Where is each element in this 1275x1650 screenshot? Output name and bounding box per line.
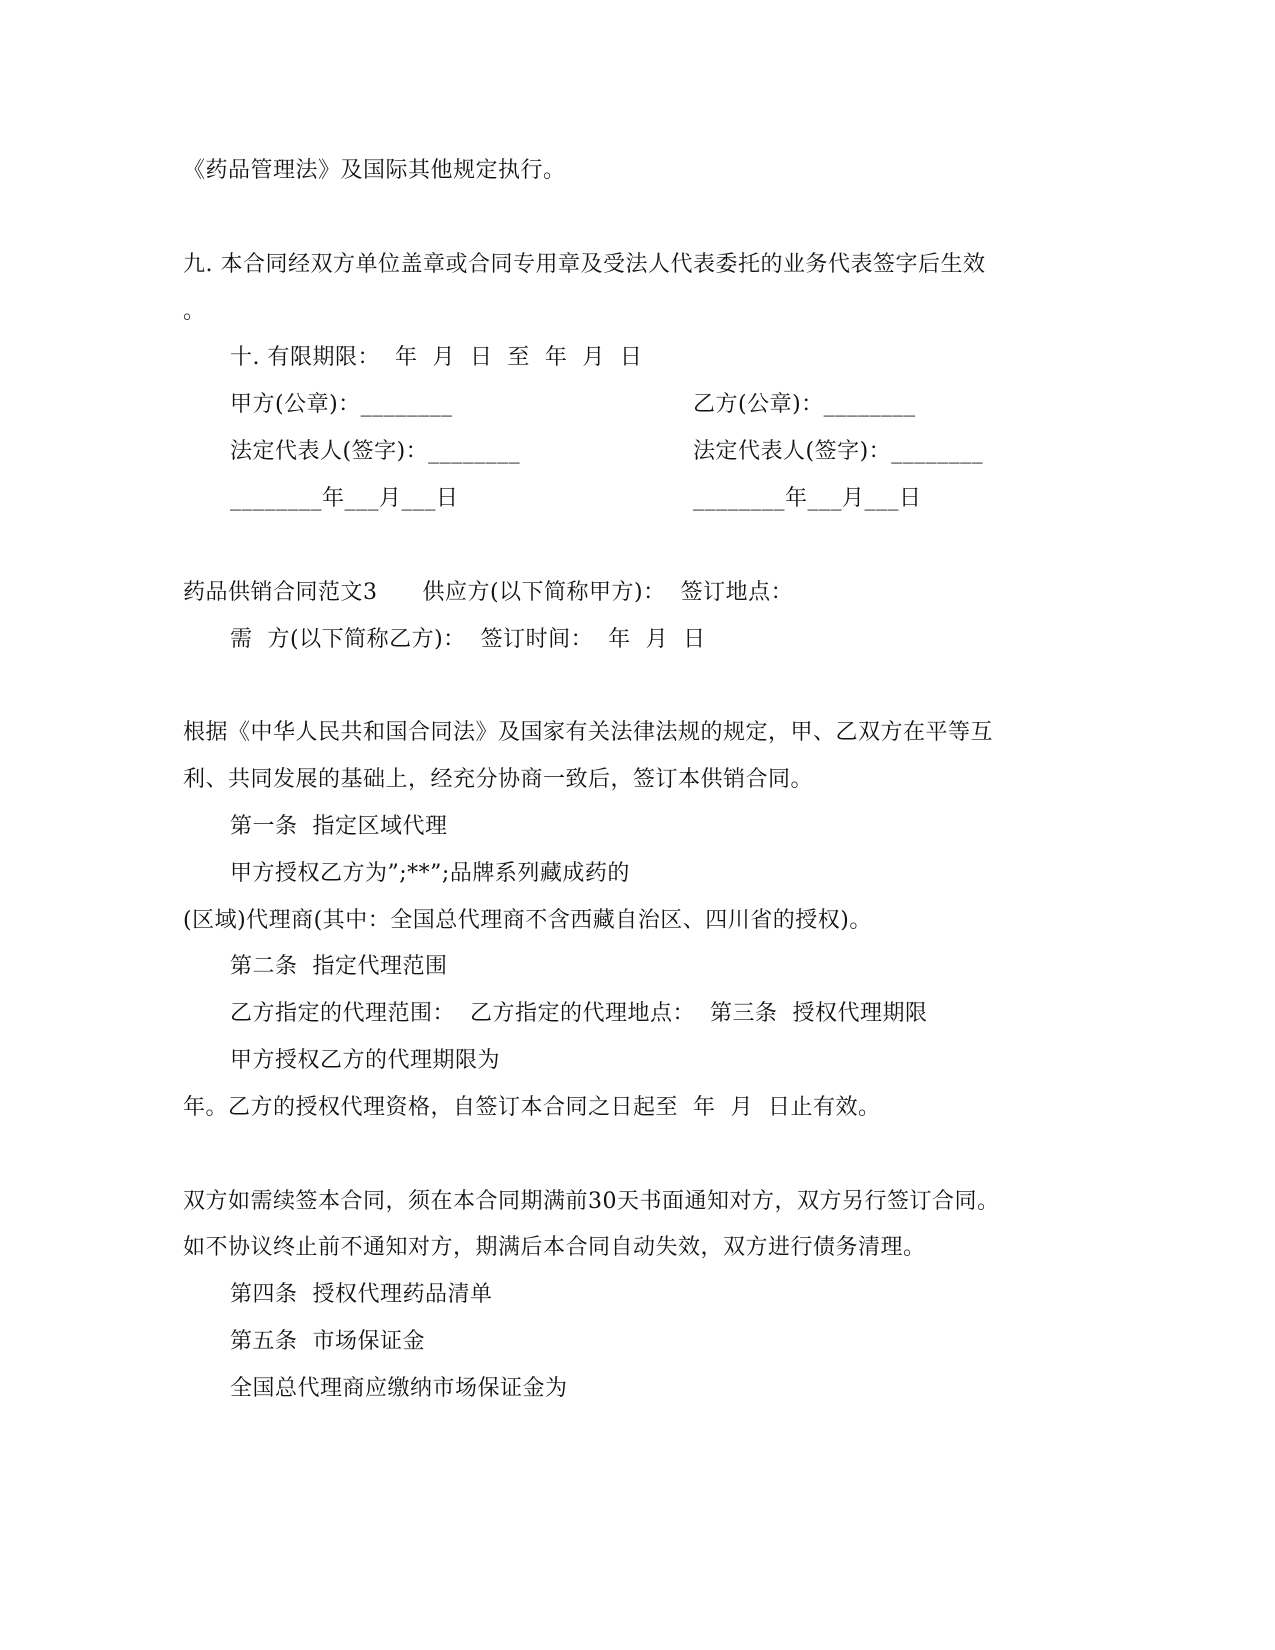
contract-3-header: 药品供销合同范文3 供应方(以下简称甲方)： 签订地点： xyxy=(183,580,794,605)
article-2-text: 乙方指定的代理范围： 乙方指定的代理地点： 第三条 授权代理期限 xyxy=(230,1001,928,1026)
paragraph-line: 《药品管理法》及国际其他规定执行。 xyxy=(183,158,566,183)
article-3-text: 年。乙方的授权代理资格，自签订本合同之日起至 年 月 日止有效。 xyxy=(183,1095,881,1120)
party-a-seal: 甲方(公章)：________ xyxy=(230,392,453,417)
party-a-representative: 法定代表人(签字)：________ xyxy=(230,439,521,464)
article-5-text: 全国总代理商应缴纳市场保证金为 xyxy=(230,1376,568,1401)
article-1-text: (区域)代理商(其中：全国总代理商不含西藏自治区、四川省的授权)。 xyxy=(183,908,872,933)
article-5-title: 第五条 市场保证金 xyxy=(230,1329,425,1354)
article-4-title: 第四条 授权代理药品清单 xyxy=(230,1282,493,1307)
article-1-text: 甲方授权乙方为”;**”;品牌系列藏成药的 xyxy=(230,861,630,886)
article-2-title: 第二条 指定代理范围 xyxy=(230,954,448,979)
party-b-date: ________年___月___日 xyxy=(693,486,922,511)
article-1-title: 第一条 指定区域代理 xyxy=(230,814,448,839)
party-b-seal: 乙方(公章)：________ xyxy=(693,392,916,417)
contract-3-buyer: 需 方(以下简称乙方)： 签订时间： 年 月 日 xyxy=(230,627,706,652)
article-10-term: 十. 有限期限： 年 月 日 至 年 月 日 xyxy=(230,345,643,370)
intro-line: 利、共同发展的基础上，经充分协商一致后，签订本供销合同。 xyxy=(183,767,814,792)
party-b-representative: 法定代表人(签字)：________ xyxy=(693,439,984,464)
intro-line: 根据《中华人民共和国合同法》及国家有关法律法规的规定，甲、乙双方在平等互 xyxy=(183,720,994,745)
article-9-line-end: 。 xyxy=(183,299,206,324)
article-3-text: 甲方授权乙方的代理期限为 xyxy=(230,1048,501,1073)
party-a-date: ________年___月___日 xyxy=(230,486,459,511)
renewal-line: 如不协议终止前不通知对方，期满后本合同自动失效，双方进行债务清理。 xyxy=(183,1235,926,1260)
renewal-line: 双方如需续签本合同，须在本合同期满前30天书面通知对方，双方另行签订合同。 xyxy=(183,1189,1000,1214)
article-9-line: 九. 本合同经双方单位盖章或合同专用章及受法人代表委托的业务代表签字后生效 xyxy=(183,252,986,277)
